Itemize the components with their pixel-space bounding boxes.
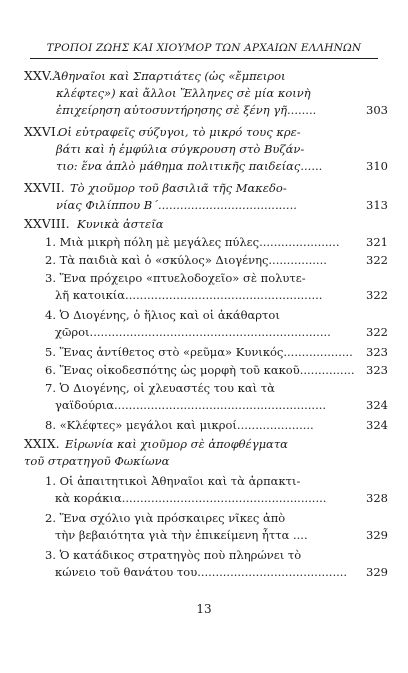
section-entry (45, 380, 388, 414)
page-number: 324 (366, 418, 388, 432)
section-title-line: 3. Ἕνα πρόχειρο «πτυελοδοχεῖο» σὲ πολυτε- (45, 271, 306, 285)
section-title-line: χῶροι.................................................................. (55, 325, 331, 339)
chapter-xxv (24, 68, 388, 119)
section-title-line: 5. Ἕνας ἀντίθετος στὸ «ρεῦμα» Κυνικός................... (45, 345, 353, 359)
section-entry (45, 252, 388, 269)
section-entry (45, 307, 388, 341)
section-title-line: 1. Οἱ ἀπαιτητικοὶ Ἀθηναῖοι καὶ τὰ ἁρπακτι- (45, 474, 301, 488)
chapter-title-line: κλέφτες») καὶ ἄλλοι Ἕλληνες σὲ μία κοινὴ (56, 86, 311, 100)
chapter-xxvii (24, 180, 388, 214)
section-title-line: λῆ κατοικία...................................................... (55, 288, 323, 302)
chapter-title-line: Τὸ χιοῦμορ τοῦ βασιλιᾶ τῆς Μακεδο- (70, 181, 287, 195)
chapter-title-line: τοῦ στρατηγοῦ Φωκίωνα (24, 454, 170, 468)
page-number: 323 (366, 363, 388, 377)
chapter-title-line: Οἱ εὐτραφεῖς σύζυγοι, τὸ μικρό τους κρε- (58, 125, 301, 139)
section-title-line: 6. Ἕνας οἰκοδεσπότης ὡς μορφὴ τοῦ κακοῦ............... (45, 363, 355, 377)
chapter-title-line: Ἀθηναῖοι καὶ Σπαρτιάτες (ὡς «ἔμπειροι (53, 69, 286, 83)
section-title-line: κὰ κοράκια........................................................ (55, 491, 327, 505)
chapter-title-line: Κυνικὰ ἀστεῖα (77, 217, 164, 231)
section-entry (45, 473, 388, 507)
chapter-title-line: ἐπιχείρηση αὐτοσυντήρησης σὲ ξένη γῆ........ (56, 103, 317, 117)
section-entry (45, 362, 388, 379)
section-entry (45, 344, 388, 361)
section-title-line: 3. Ὁ κατάδικος στρατηγὸς ποὺ πληρώνει τὸ (45, 548, 302, 562)
section-title-line: 1. Μιὰ μικρὴ πόλη μὲ μεγάλες πύλες...................... (45, 235, 340, 249)
page-number: 322 (366, 325, 388, 339)
header-rule (30, 58, 378, 59)
chapter-title-line: τιο: ἕνα ἁπλὸ μάθημα πολιτικῆς παιδείας...... (56, 159, 323, 173)
page-number: 324 (366, 398, 388, 412)
page-number: 328 (366, 491, 388, 505)
chapter-number: XXV. (24, 68, 53, 83)
section-title-line: τὴν βεβαιότητα γιὰ τὴν ἐπικείμενη ἧττα .... (55, 528, 308, 542)
running-head: ΤΡΟΠΟΙ ΖΩΗΣ ΚΑΙ ΧΙΟΥΜΟΡ ΤΩΝ ΑΡΧΑΙΩΝ ΕΛΛΗΝΩΝ (46, 42, 362, 54)
section-title-line: κώνειο τοῦ θανάτου του......................................... (55, 565, 348, 579)
chapter-xxvi (24, 124, 388, 175)
page-number: 323 (366, 345, 388, 359)
page-number: 322 (366, 253, 388, 267)
section-title-line: 2. Ἕνα σχόλιο γιὰ πρόσκαιρες νῖκες ἀπὸ (45, 511, 286, 525)
section-entry (45, 270, 388, 304)
page-number: 322 (366, 288, 388, 302)
section-title-line: 8. «Κλέφτες» μεγάλοι καὶ μικροί..................... (45, 418, 314, 432)
page-number: 329 (366, 565, 388, 579)
section-entry (45, 510, 388, 544)
page-number: 313 (366, 198, 388, 212)
chapter-title-line: νίας Φιλίππου Β΄...................................... (56, 198, 297, 212)
section-entry (45, 417, 388, 434)
page-number: 329 (366, 528, 388, 542)
chapter-number: XXVII. (24, 180, 65, 195)
page-number: 321 (366, 235, 388, 249)
section-title-line: 7. Ὁ Διογένης, οἱ χλευαστές του καὶ τὰ (45, 381, 275, 395)
section-title-line: γαϊδούρια.......................................................... (55, 398, 327, 412)
section-entry (45, 547, 388, 581)
chapter-title-line: Εἰρωνία καὶ χιοῦμορ σὲ ἀποφθέγματα (65, 437, 288, 451)
folio-page-number: 13 (196, 602, 212, 616)
chapter-xxix (24, 436, 360, 470)
chapter-title-line: βάτι καὶ ἡ ἐμφύλια σύγκρουση στὸ Βυζάν- (56, 142, 305, 156)
page-number: 310 (366, 159, 388, 173)
section-title-line: 4. Ὁ Διογένης, ὁ ἥλιος καὶ οἱ ἀκάθαρτοι (45, 308, 280, 322)
section-entry (45, 234, 388, 251)
section-title-line: 2. Τὰ παιδιὰ καὶ ὁ «σκύλος» Διογένης................ (45, 253, 327, 267)
chapter-number: XXIX. (24, 436, 60, 451)
chapter-xxviii (24, 216, 360, 233)
page-number: 303 (366, 103, 388, 117)
chapter-number: XXVIII. (24, 216, 70, 231)
chapter-number: XXVI. (24, 124, 60, 139)
